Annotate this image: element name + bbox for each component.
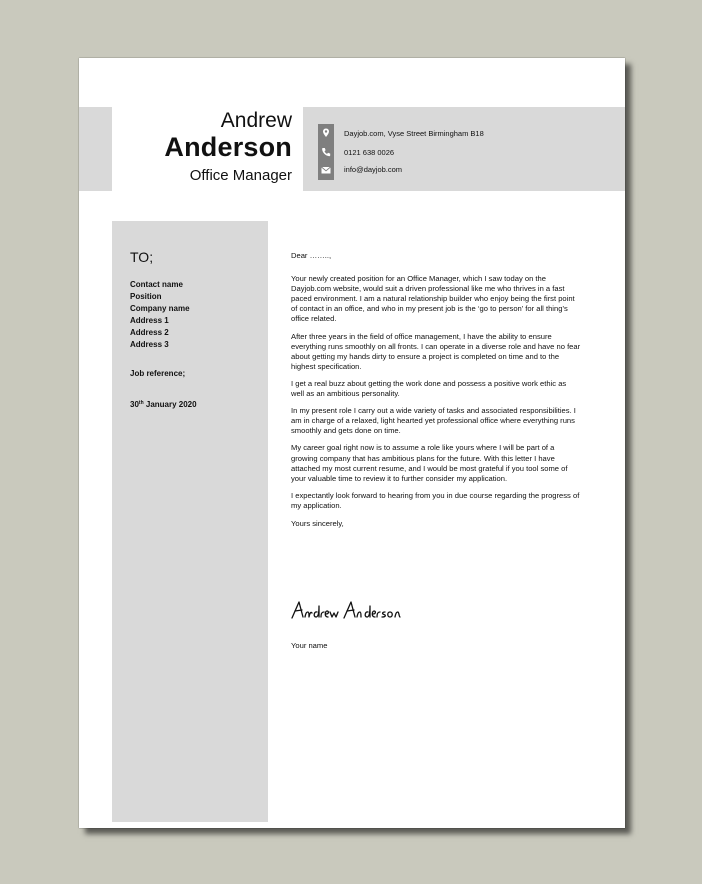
header-band-left [79, 107, 112, 191]
your-name: Your name [291, 641, 328, 650]
date-month-year: January 2020 [143, 400, 197, 409]
letter-paragraph: After three years in the field of office management, I have the ability to ensure everything runs smoothly on all fronts. I can operate in a diverse role and have no fear about getting my hands dirty to ensure a project is completed on time and to the highest specification. [291, 331, 581, 371]
email-icon [320, 164, 332, 176]
letter-body [291, 251, 581, 536]
location-pin-icon [320, 127, 332, 139]
last-name: Anderson [164, 132, 292, 162]
recipient-line: Contact name [130, 280, 183, 289]
date-suffix: th [138, 400, 144, 406]
letter-paragraph: My career goal right now is to assume a role like yours where I will be part of a growing company that has ambitious plans for the future. With this letter I have attached my most current resume, and I would be most grateful if you tool some of your valuable time to review it to further consider my application. [291, 443, 568, 483]
date-day: 30 [130, 400, 139, 409]
letter-date [130, 400, 197, 409]
contact-address: Dayjob.com, Vyse Street Birmingham B18 [344, 129, 484, 138]
cover-letter-page [79, 58, 625, 828]
handwritten-signature [289, 596, 469, 624]
contact-band [303, 107, 625, 191]
contact-phone: 0121 638 0026 [344, 148, 395, 157]
contact-icon-strip [318, 124, 334, 180]
to-heading: TO; [130, 249, 154, 265]
job-title: Office Manager [189, 167, 292, 184]
recipient-line: Position [130, 292, 162, 301]
closing: Yours sincerely, [291, 518, 344, 528]
recipient-address-list [130, 279, 190, 351]
letter-paragraph: In my present role I carry out a wide variety of tasks and associated responsibilities. I am in charge of a relaxed, light hearted yet professional office where everything runs smoothly and gets done on time. [291, 406, 576, 436]
recipient-line: Address 3 [130, 340, 169, 349]
salutation: Dear …….., [291, 251, 332, 260]
recipient-line: Company name [130, 304, 190, 313]
recipient-line: Address 1 [130, 316, 169, 325]
job-reference: Job reference; [130, 369, 186, 378]
phone-icon [320, 146, 332, 158]
letter-paragraph: Your newly created position for an Office Manager, which I saw today on the Dayjob.com website, would suit a driven professional like me who thrives in a fast paced environment. I am a natural relationship builder who enjoy being the first point of contact in an office, and who in my present job is the ‘go to person’ for all thing’s office related. [291, 274, 575, 324]
letter-paragraph: I get a real buzz about getting the work done and possess a positive work ethic as well as an ambitious personality. [291, 378, 567, 399]
contact-email[interactable]: info@dayjob.com [344, 165, 403, 174]
first-name: Andrew [220, 109, 292, 132]
letter-paragraph: I expectantly look forward to hearing from you in due course regarding the progress of my application. [291, 490, 580, 510]
recipient-line: Address 2 [130, 328, 169, 337]
recipient-sidebar [112, 221, 268, 822]
name-block [112, 107, 292, 191]
